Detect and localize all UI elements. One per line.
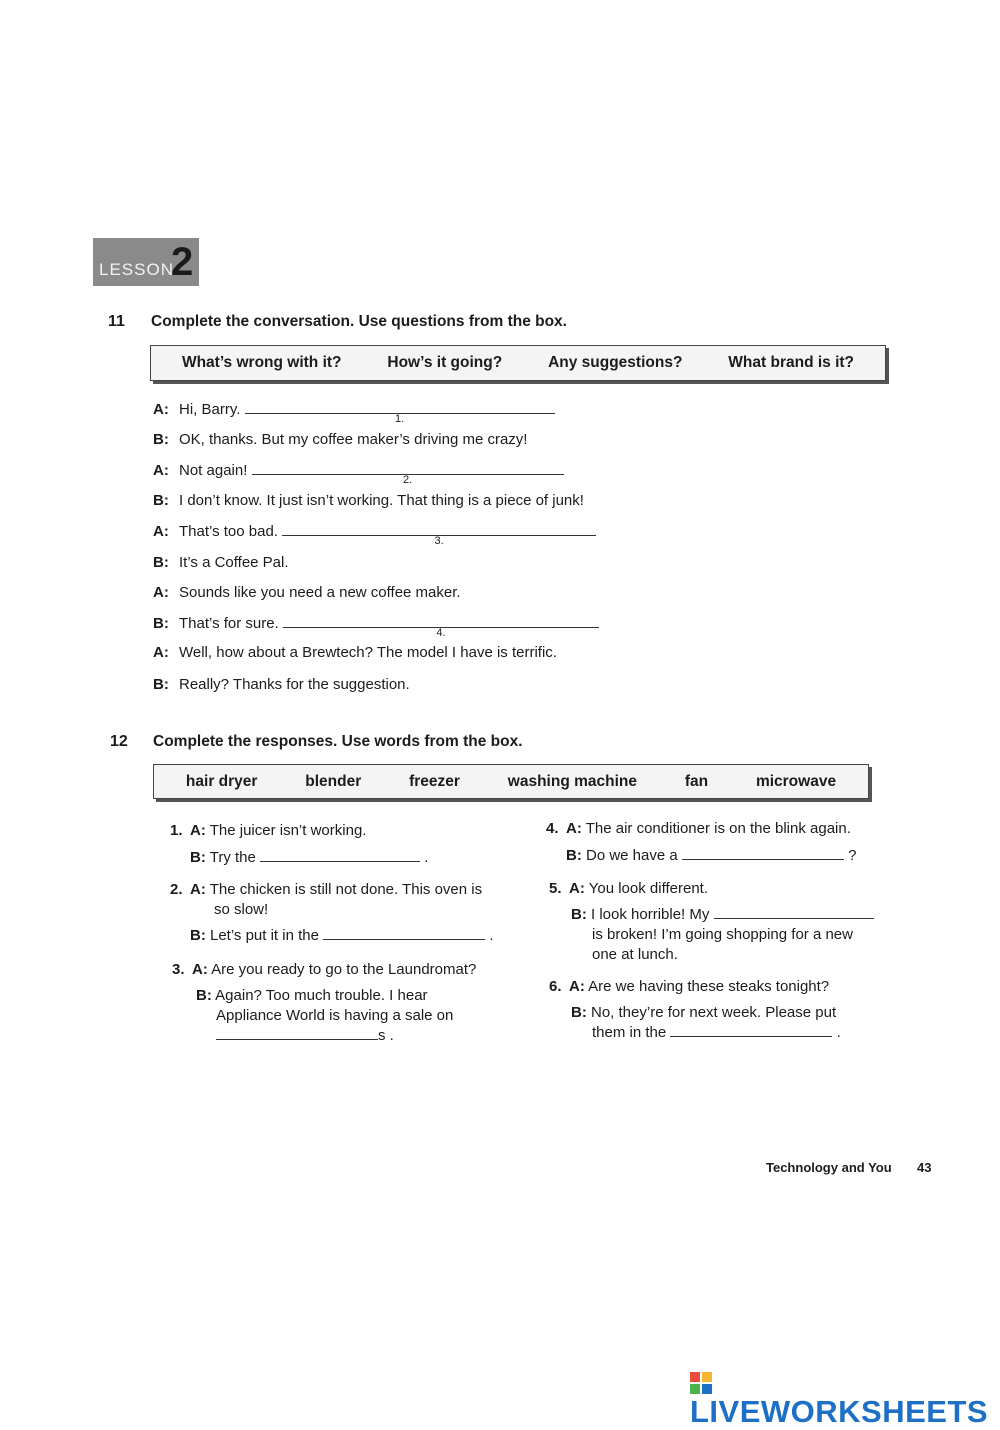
- line-text: I don’t know. It just isn’t working. That thing is a piece of junk!: [179, 492, 584, 509]
- brand-name: LIVEWORKSHEETS: [690, 1394, 989, 1429]
- item-punct: .: [424, 849, 429, 866]
- box-question: How’s it going?: [387, 354, 503, 371]
- line-text: Sounds like you need a new coffee maker.: [179, 584, 461, 601]
- answer-blank-1[interactable]: [245, 401, 555, 425]
- item-text: No, they’re for next week. Please put: [591, 1004, 837, 1021]
- item-text: them in the: [592, 1024, 667, 1041]
- box-word: washing machine: [507, 772, 637, 790]
- exercise-12-title: Complete the responses. Use words from the box.: [153, 733, 523, 750]
- response-item-1: [170, 821, 530, 868]
- blank-number: 4.: [436, 627, 446, 639]
- item-punct: .: [489, 927, 494, 944]
- item-text: The juicer isn’t working.: [209, 822, 367, 839]
- response-item-5: [549, 879, 909, 965]
- line-text: That’s too bad.: [179, 523, 278, 540]
- item-number: 6.: [549, 978, 562, 995]
- line-text: Well, how about a Brewtech? The model I have is terrific.: [179, 644, 557, 661]
- speaker-label: A:: [569, 880, 585, 897]
- speaker-label: B:: [153, 492, 169, 509]
- conversation-line: [153, 401, 555, 425]
- speaker-label: A:: [153, 644, 169, 661]
- item-text: is broken! I’m going shopping for a new: [592, 926, 853, 943]
- box-question: What’s wrong with it?: [181, 354, 342, 371]
- box-word: freezer: [409, 772, 460, 790]
- item-text: The air conditioner is on the blink again.: [585, 820, 851, 837]
- conversation-line: [153, 492, 584, 509]
- item-number: 2.: [170, 881, 183, 898]
- response-item-6: [549, 977, 909, 1043]
- footer-page-number: 43: [917, 1160, 932, 1175]
- box-word: microwave: [755, 772, 837, 790]
- lesson-banner: [93, 238, 199, 286]
- answer-blank[interactable]: [682, 847, 844, 860]
- speaker-label: B:: [153, 554, 169, 571]
- speaker-label: A:: [190, 822, 206, 839]
- item-text: one at lunch.: [592, 946, 678, 963]
- line-text: Not again!: [179, 462, 248, 479]
- speaker-label: B:: [566, 847, 582, 864]
- item-text: I look horrible! My: [591, 906, 710, 923]
- speaker-label: B:: [190, 849, 206, 866]
- response-item-3: [172, 960, 532, 1046]
- answer-blank[interactable]: [216, 1027, 378, 1040]
- speaker-label: A:: [569, 978, 585, 995]
- answer-blank[interactable]: [260, 849, 420, 862]
- liveworksheets-logo: [690, 1372, 1000, 1430]
- footer-unit-title: Technology and You: [766, 1160, 892, 1175]
- item-text: Try the: [209, 849, 256, 866]
- exercise-11-word-box: [150, 345, 886, 381]
- conversation-line: [153, 462, 564, 486]
- line-text: Hi, Barry.: [179, 401, 241, 418]
- exercise-11-title: Complete the conversation. Use questions from the box.: [151, 313, 567, 330]
- answer-blank-2[interactable]: [252, 462, 564, 486]
- conversation-line: [153, 644, 557, 661]
- conversation-line: [153, 584, 461, 601]
- exercise-11-number: 11: [108, 313, 125, 330]
- speaker-label: B:: [153, 615, 169, 632]
- item-text: The chicken is still not done. This oven is: [209, 881, 483, 898]
- speaker-label: B:: [153, 431, 169, 448]
- box-word: blender: [305, 772, 362, 790]
- answer-blank[interactable]: [670, 1024, 832, 1037]
- item-text: You look different.: [588, 880, 708, 897]
- speaker-label: B:: [153, 676, 169, 693]
- lesson-word: LESSON: [99, 260, 174, 279]
- line-text: That’s for sure.: [179, 615, 279, 632]
- speaker-label: B:: [571, 906, 587, 923]
- speaker-label: A:: [153, 523, 169, 540]
- speaker-label: A:: [566, 820, 582, 837]
- item-text: Are you ready to go to the Laundromat?: [211, 961, 477, 978]
- box-question: Any suggestions?: [548, 354, 683, 371]
- item-punct: .: [836, 1024, 841, 1041]
- line-text: OK, thanks. But my coffee maker’s driving me crazy!: [179, 431, 528, 448]
- item-text: Are we having these steaks tonight?: [588, 978, 830, 995]
- speaker-label: A:: [153, 584, 169, 601]
- item-text: Let’s put it in the: [210, 927, 319, 944]
- answer-blank-4[interactable]: [283, 615, 599, 639]
- speaker-label: A:: [190, 881, 206, 898]
- item-number: 4.: [546, 820, 559, 837]
- item-number: 3.: [172, 961, 185, 978]
- answer-blank-3[interactable]: [282, 523, 596, 547]
- item-punct: s .: [378, 1027, 394, 1044]
- item-punct: ?: [848, 847, 857, 864]
- answer-blank[interactable]: [714, 906, 874, 919]
- item-text: Again? Too much trouble. I hear: [215, 987, 428, 1004]
- box-word: hair dryer: [185, 772, 258, 790]
- response-item-4: [546, 819, 906, 866]
- speaker-label: A:: [192, 961, 208, 978]
- lesson-number: 2: [171, 240, 194, 284]
- speaker-label: A:: [153, 401, 169, 418]
- blank-number: 2.: [402, 474, 413, 486]
- speaker-label: B:: [190, 927, 206, 944]
- response-item-2: [170, 880, 530, 946]
- item-text: so slow!: [214, 901, 269, 918]
- liveworksheets-icon: [690, 1372, 712, 1394]
- conversation-line: [153, 431, 527, 448]
- blank-number: 3.: [434, 535, 444, 547]
- item-number: 5.: [549, 880, 562, 897]
- conversation-line: [153, 676, 410, 693]
- item-text: Do we have a: [586, 847, 678, 864]
- box-question: What brand is it?: [728, 354, 855, 371]
- line-text: It’s a Coffee Pal.: [179, 554, 289, 571]
- conversation-line: [153, 523, 596, 547]
- speaker-label: B:: [571, 1004, 587, 1021]
- conversation-line: [153, 615, 599, 639]
- speaker-label: A:: [153, 462, 169, 479]
- item-text: Appliance World is having a sale on: [216, 1007, 454, 1024]
- box-word: fan: [684, 772, 709, 790]
- blank-number: 1.: [394, 413, 405, 425]
- speaker-label: B:: [196, 987, 212, 1004]
- exercise-12-word-box: [153, 764, 869, 799]
- conversation-line: [153, 554, 289, 571]
- line-text: Really? Thanks for the suggestion.: [179, 676, 410, 693]
- item-number: 1.: [170, 822, 183, 839]
- answer-blank[interactable]: [323, 927, 485, 940]
- exercise-12-number: 12: [110, 733, 128, 750]
